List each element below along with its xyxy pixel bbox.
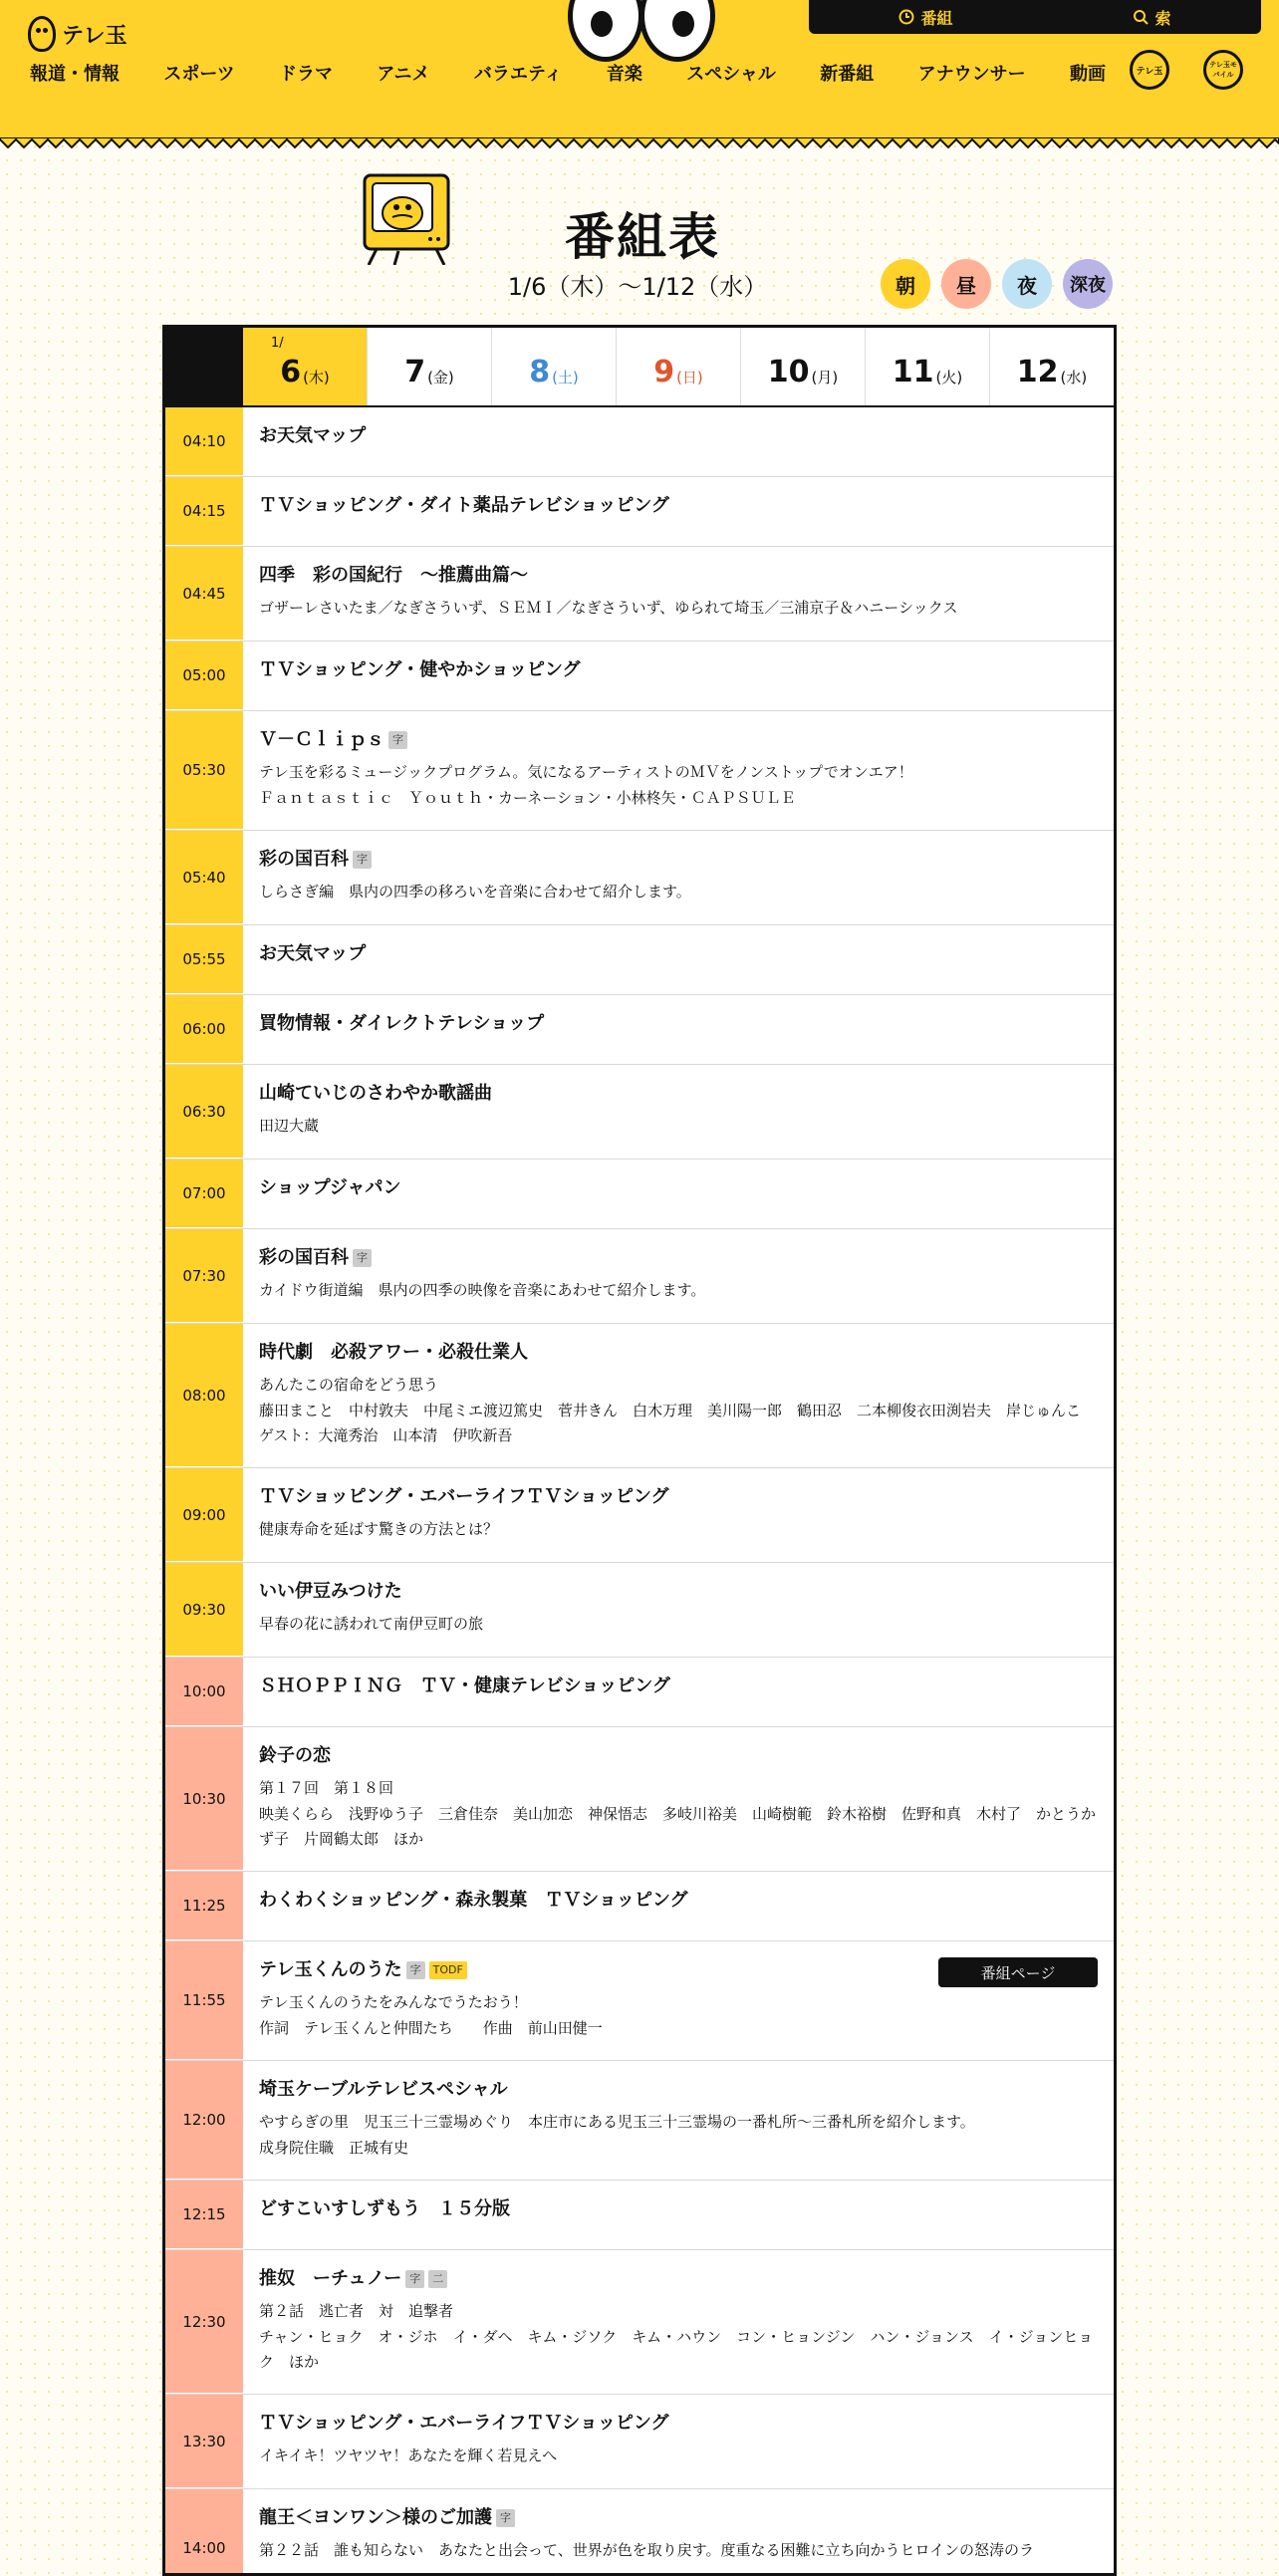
nav-special[interactable]: スペシャル [686, 64, 776, 85]
program-title-line [259, 2266, 1098, 2291]
program-content [243, 642, 1114, 710]
program-title-line [259, 1340, 1098, 1365]
program-description: あんたこの宿命をどう思う 藤田まこと 中村敦夫 中尾ミエ渡辺篤史 菅井きん 白木万理 美川陽一郎 鶴田忍 二本柳俊衣田渕岩夫 岸じゅんこ ゲスト：大滝秀治 山本清 伊吹新吾 [259, 1376, 1082, 1445]
program-content [243, 2181, 1114, 2249]
program-row [165, 925, 1114, 995]
program-content [243, 1159, 1114, 1228]
nav-variety[interactable]: バラエティ [473, 64, 563, 85]
mobile-circle-link[interactable] [1203, 50, 1243, 90]
program-badge: 字 [496, 2509, 515, 2526]
program-row [165, 1468, 1114, 1563]
search-link[interactable] [1133, 6, 1170, 29]
program-time: 05:30 [165, 711, 243, 830]
nav-anime[interactable]: アニメ [377, 64, 430, 85]
program-title[interactable]: ＴＶショッピング・エバーライフＴＶショッピング [259, 2413, 669, 2434]
program-title-line [259, 941, 1098, 966]
program-row [165, 2489, 1114, 2576]
day-tab-9[interactable] [616, 328, 740, 405]
program-title-line [259, 1484, 1098, 1509]
program-title[interactable]: 龍王＜ヨンワン＞様のご加護 [259, 2507, 492, 2528]
site-header [0, 0, 1279, 139]
program-row [165, 2250, 1114, 2395]
program-row [165, 711, 1114, 831]
program-title-line [259, 493, 1098, 518]
nav-news[interactable]: 報道・情報 [30, 64, 120, 85]
program-row [165, 1229, 1114, 1324]
program-time: 12:30 [165, 2250, 243, 2394]
program-time: 06:30 [165, 1065, 243, 1159]
program-title[interactable]: 買物情報・ダイレクトテレショップ [259, 1013, 545, 1034]
program-badge: 二 [428, 2270, 447, 2287]
program-title[interactable]: お天気マップ [259, 943, 367, 964]
day-tab-7[interactable] [367, 328, 491, 405]
program-title[interactable]: 埼玉ケーブルテレビスペシャル [259, 2079, 508, 2100]
program-row [165, 1065, 1114, 1159]
day-tab-number: 8 [529, 355, 551, 389]
program-time: 05:40 [165, 831, 243, 924]
program-description: やすらぎの里 児玉三十三霊場めぐり 本庄市にある児玉三十三霊場の一番札所～三番札所を紹介します。 成身院住職 正城有史 [259, 2113, 975, 2157]
program-title[interactable]: 鈴子の恋 [259, 1745, 331, 1766]
program-schedule [162, 325, 1117, 2576]
tod-latenight-button[interactable] [1063, 259, 1113, 309]
search-bar [809, 0, 1261, 34]
tv-mascot-icon [359, 169, 454, 265]
program-description: 健康寿命を延ばす驚きの方法とは？ [259, 1520, 499, 1539]
mascot-icon [28, 16, 56, 52]
page-title: 番組表 [565, 208, 720, 266]
day-tab-number: 7 [404, 355, 426, 389]
program-badge: 字 [406, 1961, 425, 1978]
program-row [165, 1324, 1114, 1468]
tod-noon-button[interactable] [941, 259, 991, 309]
schedule-link[interactable] [898, 6, 952, 29]
program-content [243, 2061, 1114, 2180]
program-title-line [259, 1011, 1098, 1036]
program-time: 11:55 [165, 1941, 243, 2060]
program-row [165, 2061, 1114, 2181]
program-row [165, 407, 1114, 477]
day-tab-number: 6 [280, 355, 302, 389]
program-time: 12:15 [165, 2181, 243, 2249]
program-title[interactable]: 推奴 ーチュノー [259, 2268, 402, 2289]
program-time: 06:00 [165, 995, 243, 1064]
program-time: 11:25 [165, 1872, 243, 1940]
program-title[interactable]: いい伊豆みつけた [259, 1581, 402, 1602]
program-description: 田辺大蔵 [259, 1117, 320, 1136]
day-tab-weekday: (月) [811, 369, 839, 386]
search-icon [1133, 9, 1149, 25]
program-content [243, 547, 1114, 641]
program-badge: 字 [405, 2270, 424, 2287]
teletama-circle-link[interactable] [1130, 50, 1169, 90]
program-title-line [259, 1579, 1098, 1604]
program-content [243, 1872, 1114, 1940]
program-row [165, 1159, 1114, 1229]
program-time: 05:55 [165, 925, 243, 994]
program-row [165, 1941, 1114, 2061]
program-content [243, 407, 1114, 476]
header-zigzag [0, 137, 1279, 153]
program-title[interactable]: ＴＶショッピング・健やかショッピング [259, 659, 581, 680]
program-title-line [259, 2077, 1098, 2102]
program-title-line [259, 1743, 1098, 1768]
day-tab-weekday: (土) [552, 369, 579, 386]
program-row [165, 477, 1114, 547]
program-time: 05:00 [165, 642, 243, 710]
program-time: 14:00 [165, 2489, 243, 2576]
program-content [243, 1563, 1114, 1657]
day-tab-weekday: (金) [427, 369, 454, 386]
day-tab-weekday: (水) [1060, 369, 1088, 386]
day-tab-12[interactable] [989, 328, 1114, 405]
program-title-line [259, 2411, 1098, 2436]
program-time: 04:45 [165, 547, 243, 641]
program-row [165, 2181, 1114, 2250]
program-content [243, 2489, 1114, 2576]
search-link-label: 索 [1154, 8, 1171, 28]
program-time: 04:10 [165, 407, 243, 476]
program-row [165, 1727, 1114, 1872]
program-row [165, 1563, 1114, 1658]
program-time: 10:30 [165, 1727, 243, 1871]
day-tab-month: 1/ [271, 336, 284, 351]
tod-latenight-label: 深夜 [1070, 275, 1106, 296]
tod-evening-button[interactable] [1002, 259, 1052, 309]
program-badge: 字 [388, 731, 407, 748]
site-logo[interactable] [28, 16, 128, 52]
program-title[interactable]: ＴＶショッピング・ダイト薬品テレビショッピング [259, 495, 669, 516]
program-title[interactable]: 四季 彩の国紀行 ～推薦曲篇～ [259, 565, 528, 586]
program-title-line [259, 1674, 1098, 1698]
program-title[interactable]: ＳＨＯＰＰＩＮＧ ＴＶ・健康テレビショッピング [259, 1675, 670, 1696]
program-page-button[interactable]: 番組ページ [938, 1957, 1098, 1987]
program-content [243, 2250, 1114, 2394]
program-title[interactable]: 彩の国百科 [259, 1247, 349, 1268]
program-time: 04:15 [165, 477, 243, 546]
program-content [243, 711, 1114, 830]
program-description: ゴザーレさいたま／なぎさういず、ＳＥＭＩ／なぎさういず、ゆられて埼玉／三浦京子＆ハニーシックス [259, 599, 958, 618]
program-title[interactable]: テレ玉くんのうた [259, 1959, 402, 1980]
day-tab-number: 9 [653, 355, 675, 389]
program-description: 第２話 逃亡者 対 追撃者 チャン・ヒョク オ・ジホ イ・ダヘ キム・ジソク キム・ハウン コン・ヒョンジン ハン・ジョンス イ・ジョンヒョク ほか [259, 2302, 1094, 2372]
program-time: 09:00 [165, 1468, 243, 1562]
teletama-circle-label: テレ玉 [1136, 66, 1163, 77]
day-tab-8[interactable] [491, 328, 616, 405]
program-row [165, 642, 1114, 711]
program-content [243, 1727, 1114, 1871]
day-tabs-corner [165, 328, 243, 405]
program-time: 08:00 [165, 1324, 243, 1467]
program-title[interactable]: 彩の国百科 [259, 849, 349, 870]
nav-video[interactable]: 動画 [1069, 64, 1106, 85]
program-description: 第２２話 誰も知らない あなたと出会って、世界が色を取り戻す。度重なる困難に立ち向かうヒロインの怒涛のラ [259, 2541, 1035, 2560]
program-title[interactable]: どすこいすしずもう １５分版 [259, 2198, 510, 2219]
mascot-eyes-icon [568, 0, 737, 62]
program-row [165, 2395, 1114, 2489]
program-content [243, 995, 1114, 1064]
program-title-line [259, 727, 1098, 752]
day-tab-weekday: (日) [676, 369, 703, 386]
program-content [243, 1324, 1114, 1467]
program-row [165, 995, 1114, 1065]
program-content [243, 477, 1114, 546]
program-title[interactable]: ショップジャパン [259, 1177, 401, 1198]
program-title-line [259, 657, 1098, 682]
logo-text: テレ玉 [62, 23, 128, 49]
program-row [165, 547, 1114, 642]
program-title-line [259, 563, 1098, 588]
program-time: 09:30 [165, 1563, 243, 1657]
program-badge: 字 [353, 851, 372, 868]
program-description: テレ玉くんのうたをみんなでうたおう！ 作詞 テレ玉くんと仲間たち 作曲 前山田健一 [259, 1993, 603, 2037]
program-content [243, 1468, 1114, 1562]
program-title-line [259, 2505, 1098, 2530]
program-content [243, 1229, 1114, 1323]
day-tab-number: 11 [892, 355, 934, 389]
program-time: 12:00 [165, 2061, 243, 2180]
tod-evening-label: 夜 [1017, 273, 1037, 298]
program-description: 第１７回 第１８回 映美くらら 浅野ゆう子 三倉佳奈 美山加恋 神保悟志 多岐川裕美 山崎樹範 鈴木裕樹 佐野和真 木村了 かとうかず子 片岡鶴太郎 ほか [259, 1779, 1097, 1849]
day-tab-number: 10 [767, 355, 810, 389]
program-title-line [259, 847, 1098, 872]
day-tab-11[interactable] [865, 328, 989, 405]
program-row [165, 1658, 1114, 1727]
program-row [165, 831, 1114, 925]
program-title[interactable]: お天気マップ [259, 425, 367, 446]
program-title-line [259, 1245, 1098, 1270]
program-title-line [259, 1175, 1098, 1200]
day-tab-10[interactable] [740, 328, 865, 405]
program-title[interactable]: ＴＶショッピング・エバーライフＴＶショッピング [259, 1486, 669, 1507]
nav-new-programs[interactable]: 新番組 [820, 64, 875, 85]
day-tab-weekday: (木) [303, 369, 330, 386]
nav-drama[interactable]: ドラマ [279, 64, 334, 85]
schedule-link-label: 番組 [920, 8, 953, 28]
program-content [243, 1065, 1114, 1159]
program-title-line [259, 1081, 1098, 1106]
mobile-circle-label: テレ玉モバイル [1209, 61, 1237, 79]
program-badge: 字 [353, 1249, 372, 1266]
program-title[interactable]: わくわくショッピング・森永製菓 ＴＶショッピング [259, 1890, 688, 1911]
program-description: 早春の花に誘われて南伊豆町の旅 [259, 1615, 484, 1634]
program-title[interactable]: 時代劇 必殺アワー・必殺仕業人 [259, 1342, 528, 1363]
program-title-line [259, 1888, 1098, 1913]
date-range: 1/6（木）〜1/12（水） [507, 273, 768, 301]
nav-sports[interactable]: スポーツ [163, 64, 235, 85]
tod-morning-button[interactable] [881, 259, 930, 309]
day-tab-6[interactable] [243, 328, 367, 405]
nav-music[interactable]: 音楽 [606, 64, 642, 85]
program-description: イキイキ！ツヤツヤ！あなたを輝く若見えへ [259, 2447, 558, 2465]
nav-announcer[interactable]: アナウンサー [917, 64, 1026, 85]
day-tabs [165, 328, 1114, 407]
program-badge: TODF [429, 1961, 467, 1978]
tod-morning-label: 朝 [895, 273, 915, 298]
program-content [243, 831, 1114, 924]
program-time: 07:00 [165, 1159, 243, 1228]
day-tab-number: 12 [1016, 355, 1059, 389]
program-content [243, 2395, 1114, 2488]
program-list [165, 407, 1114, 2576]
day-tab-weekday: (火) [935, 369, 963, 386]
program-time: 10:00 [165, 1658, 243, 1726]
program-content [243, 1658, 1114, 1726]
program-content [243, 1941, 1114, 2060]
program-description: カイドウ街道編 県内の四季の映像を音楽にあわせて紹介します。 [259, 1281, 706, 1300]
program-time: 07:30 [165, 1229, 243, 1323]
program-title-line [259, 423, 1098, 448]
program-row [165, 1872, 1114, 1941]
tod-noon-label: 昼 [956, 273, 976, 298]
program-title[interactable]: Ｖ－Ｃｌｉｐｓ [259, 729, 384, 750]
main-nav [30, 60, 1106, 86]
program-title[interactable]: 山崎ていじのさわやか歌謡曲 [259, 1083, 492, 1104]
clock-icon [898, 9, 914, 25]
program-content [243, 925, 1114, 994]
program-title-line [259, 2196, 1098, 2221]
program-description: テレ玉を彩るミュージックプログラム。気になるアーティストのＭＶをノンストップでオンエア！ Ｆａｎｔａｓｔｉｃ Ｙｏｕｔｈ・カーネーション・小林柊矢・ＣＡＰＳＵＬＥ [259, 763, 913, 807]
program-time: 13:30 [165, 2395, 243, 2488]
program-description: しらさぎ編 県内の四季の移ろいを音楽に合わせて紹介します。 [259, 883, 691, 902]
